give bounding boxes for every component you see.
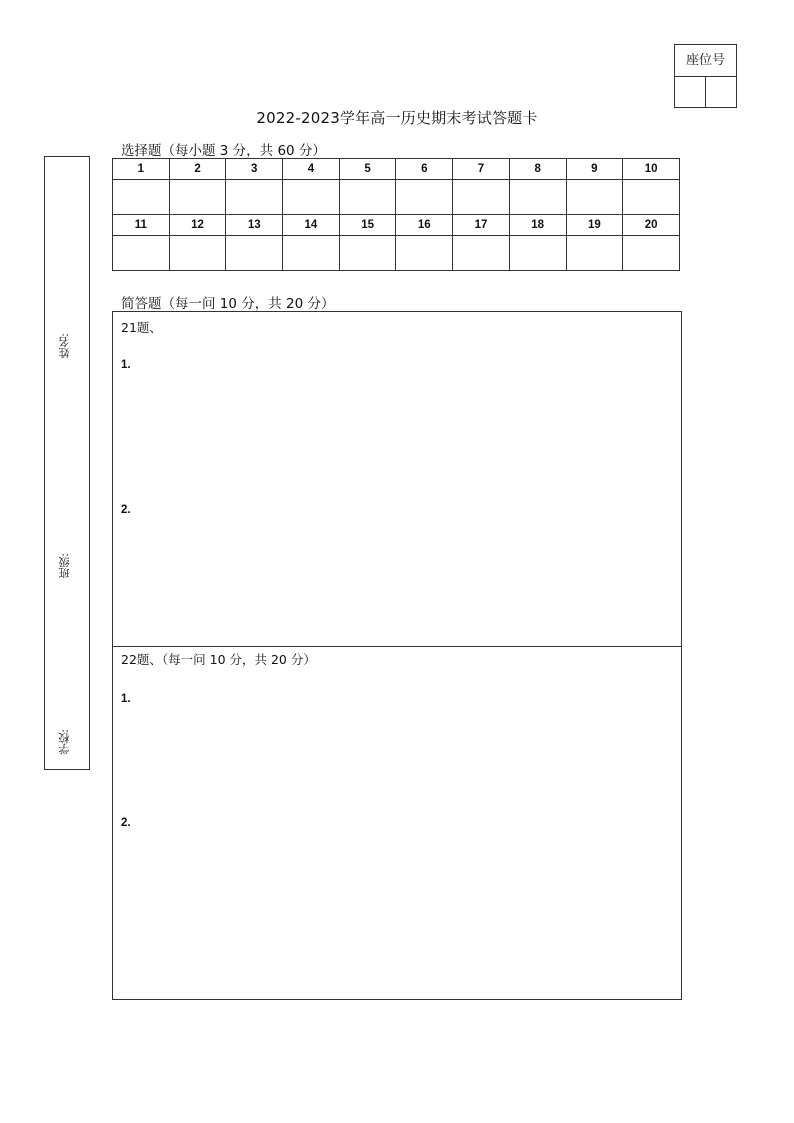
school-field-label: 学校: bbox=[58, 729, 71, 755]
question-number-15: 15 bbox=[339, 215, 396, 236]
question-number-9: 9 bbox=[566, 159, 623, 180]
answer-cell-19[interactable] bbox=[566, 236, 623, 271]
seat-number-cell-2[interactable] bbox=[706, 77, 737, 108]
name-field-label: 姓名: bbox=[58, 333, 71, 359]
question-number-11: 11 bbox=[113, 215, 170, 236]
question-number-13: 13 bbox=[226, 215, 283, 236]
class-field-label: 班级: bbox=[58, 553, 71, 579]
answer-cell-5[interactable] bbox=[339, 180, 396, 215]
answer-cell-15[interactable] bbox=[339, 236, 396, 271]
question-number-4: 4 bbox=[283, 159, 340, 180]
question-21-sub-2: 2. bbox=[121, 504, 131, 516]
question-21-sub-1: 1. bbox=[121, 359, 131, 371]
seat-number-box bbox=[674, 44, 737, 108]
question-divider bbox=[113, 646, 681, 647]
answer-cell-20[interactable] bbox=[623, 236, 680, 271]
answer-cell-16[interactable] bbox=[396, 236, 453, 271]
answer-cell-6[interactable] bbox=[396, 180, 453, 215]
answer-cell-7[interactable] bbox=[453, 180, 510, 215]
answer-cell-10[interactable] bbox=[623, 180, 680, 215]
question-number-12: 12 bbox=[169, 215, 226, 236]
question-number-17: 17 bbox=[453, 215, 510, 236]
short-answer-box bbox=[112, 311, 682, 1000]
question-number-19: 19 bbox=[566, 215, 623, 236]
choice-section-heading: 选择题（每小题 3 分，共 60 分） bbox=[121, 143, 326, 159]
page-title: 2022-2023学年高一历史期末考试答题卡 bbox=[256, 109, 538, 127]
question-number-1: 1 bbox=[113, 159, 170, 180]
question-number-2: 2 bbox=[169, 159, 226, 180]
question-number-7: 7 bbox=[453, 159, 510, 180]
question-number-10: 10 bbox=[623, 159, 680, 180]
question-number-5: 5 bbox=[339, 159, 396, 180]
short-answer-heading: 简答题（每一问 10 分，共 20 分） bbox=[121, 296, 335, 312]
answer-cell-17[interactable] bbox=[453, 236, 510, 271]
answer-cell-2[interactable] bbox=[169, 180, 226, 215]
question-22-sub-2: 2. bbox=[121, 817, 131, 829]
answer-cell-8[interactable] bbox=[509, 180, 566, 215]
answer-cell-14[interactable] bbox=[283, 236, 340, 271]
seat-number-cell-1[interactable] bbox=[675, 77, 706, 108]
question-number-18: 18 bbox=[509, 215, 566, 236]
answer-cell-12[interactable] bbox=[169, 236, 226, 271]
question-number-3: 3 bbox=[226, 159, 283, 180]
question-number-16: 16 bbox=[396, 215, 453, 236]
question-22-label: 22题、（每一问 10 分，共 20 分） bbox=[121, 652, 316, 667]
answer-cell-1[interactable] bbox=[113, 180, 170, 215]
answer-cell-11[interactable] bbox=[113, 236, 170, 271]
question-number-20: 20 bbox=[623, 215, 680, 236]
answer-cell-3[interactable] bbox=[226, 180, 283, 215]
question-number-14: 14 bbox=[283, 215, 340, 236]
student-info-strip bbox=[44, 156, 90, 770]
question-22-sub-1: 1. bbox=[121, 693, 131, 705]
question-number-6: 6 bbox=[396, 159, 453, 180]
answer-cell-9[interactable] bbox=[566, 180, 623, 215]
answer-cell-13[interactable] bbox=[226, 236, 283, 271]
question-21-label: 21题、 bbox=[121, 320, 162, 335]
answer-cell-4[interactable] bbox=[283, 180, 340, 215]
answer-cell-18[interactable] bbox=[509, 236, 566, 271]
seat-number-label: 座位号 bbox=[675, 45, 736, 77]
choice-answer-grid bbox=[112, 158, 680, 270]
question-number-8: 8 bbox=[509, 159, 566, 180]
